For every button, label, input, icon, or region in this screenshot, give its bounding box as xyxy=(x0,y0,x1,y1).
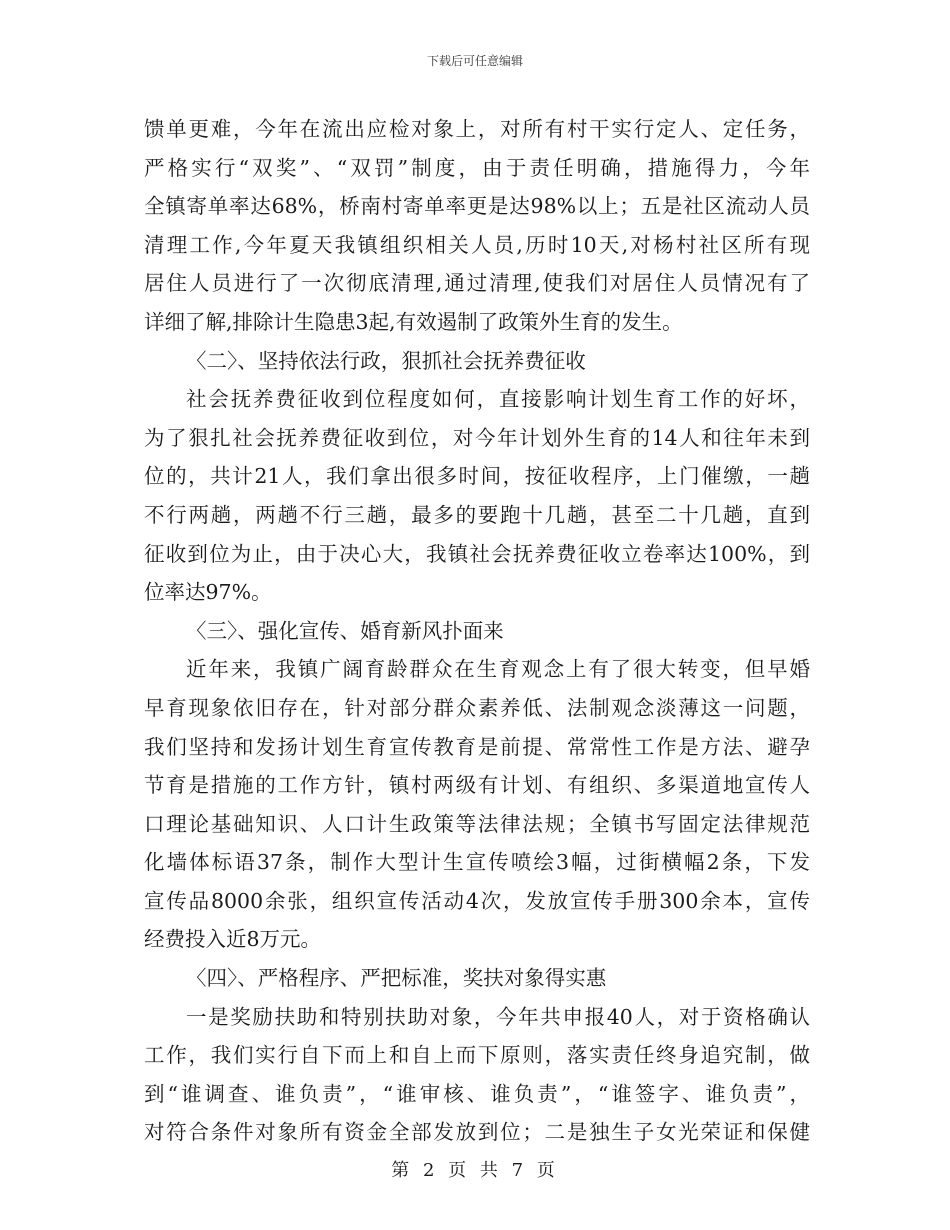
text-line: 居住人员进行了一次彻底清理,通过清理,使我们对居住人员情况有了 xyxy=(144,271,810,296)
text-line: 详细了解,排除计生隐患3起,有效遏制了政策外生育的发生。 xyxy=(144,309,683,334)
text-line: 清理工作,今年夏天我镇组织相关人员,历时10天,对杨村社区所有现 xyxy=(144,232,810,257)
text-line: 口理论基础知识、人口计生政策等法律法规；全镇书写固定法律规范 xyxy=(144,811,810,836)
section-heading: 〈三〉、强化宣传、婚育新风扑面来 xyxy=(186,618,504,643)
text-line: 严格实行“双奖”、“双罚”制度，由于责任明确，措施得力，今年 xyxy=(144,155,810,180)
text-line: 对符合条件对象所有资金全部发放到位；二是独生子女光荣证和保健 xyxy=(144,1120,810,1145)
document-body xyxy=(144,110,810,1152)
section-heading: 〈四〉、严格程序、严把标准，奖扶对象得实惠 xyxy=(186,966,607,991)
text-line: 不行两趟，两趟不行三趟，最多的要跑十几趟，甚至二十几趟，直到 xyxy=(144,502,810,527)
text-line: 工作，我们实行自下而上和自上而下原则，落实责任终身追究制，做 xyxy=(144,1043,810,1068)
section-heading: 〈二〉、坚持依法行政，狠抓社会抚养费征收 xyxy=(186,348,586,373)
text-line: 早育现象依旧存在，针对部分群众素养低、法制观念淡薄这一问题， xyxy=(144,695,810,720)
text-line: 社会抚养费征收到位程度如何，直接影响计划生育工作的好坏， xyxy=(186,387,810,412)
text-line: 节育是措施的工作方针，镇村两级有计划、有组织、多渠道地宣传人 xyxy=(144,773,810,798)
text-line: 征收到位为止，由于决心大，我镇社会抚养费征收立卷率达100%，到 xyxy=(144,541,810,566)
text-line: 到“谁调查、谁负责”，“谁审核、谁负责”，“谁签字、谁负责”， xyxy=(144,1081,810,1106)
page-number: 第 2 页 共 7 页 xyxy=(391,1160,559,1181)
text-line: 全镇寄单率达68%，桥南村寄单率更是达98%以上；五是社区流动人员 xyxy=(144,194,810,219)
text-line: 一是奖励扶助和特别扶助对象，今年共申报40人，对于资格确认 xyxy=(186,1004,810,1029)
text-line: 我们坚持和发扬计划生育宣传教育是前提、常常性工作是方法、避孕 xyxy=(144,734,810,759)
text-line: 经费投入近8万元。 xyxy=(144,927,322,952)
text-line: 位率达97%。 xyxy=(144,580,272,605)
page-header: 下载后可任意编辑 xyxy=(426,54,523,68)
text-line: 馈单更难，今年在流出应检对象上，对所有村干实行定人、定任务， xyxy=(144,117,810,141)
text-line: 位的，共计21人，我们拿出很多时间，按征收程序，上门催缴，一趟 xyxy=(144,464,810,489)
text-line: 为了狠扎社会抚养费征收到位，对今年计划外生育的14人和往年未到 xyxy=(144,425,810,450)
text-line: 近年来，我镇广阔育龄群众在生育观念上有了很大转变，但早婚 xyxy=(186,657,810,682)
text-line: 化墙体标语37条，制作大型计生宣传喷绘3幅，过街横幅2条，下发 xyxy=(144,850,810,875)
text-line: 宣传品8000余张，组织宣传活动4次，发放宣传手册300余本，宣传 xyxy=(144,888,810,913)
